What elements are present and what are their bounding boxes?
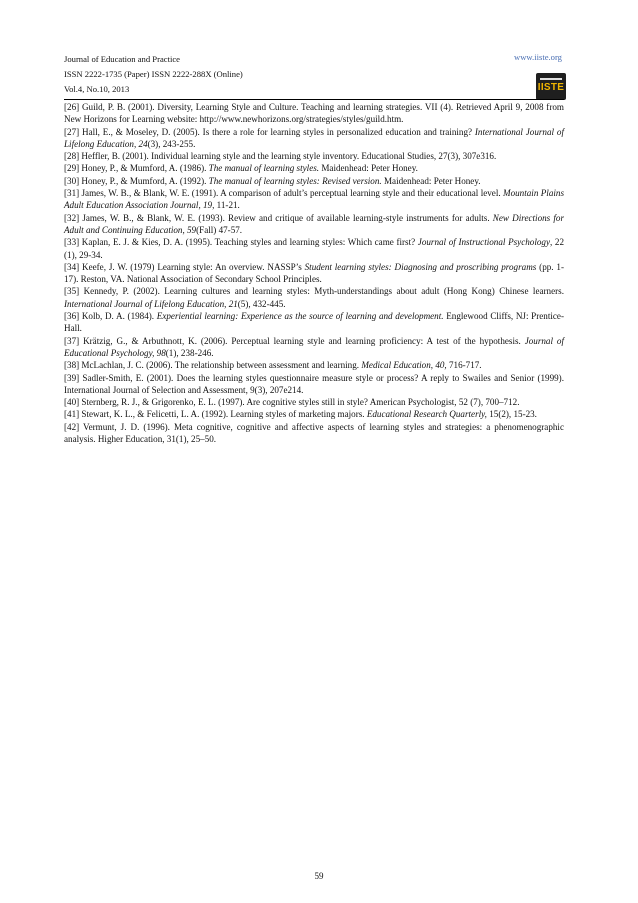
reference-italic-segment: New Directions for Adult and Continuing Education, 59: [64, 212, 564, 235]
journal-title: Journal of Education and Practice: [64, 54, 180, 64]
reference-entry: [64, 335, 564, 360]
reference-italic-segment: The manual of learning styles: Revised version.: [208, 175, 382, 186]
logo-bar: [540, 78, 562, 80]
reference-text-segment: [34] Keefe, J. W. (1979) Learning style: An overview. NASSP’s: [64, 261, 305, 272]
reference-italic-segment: 21: [228, 298, 238, 309]
reference-text-segment: ,: [133, 138, 139, 149]
reference-italic-segment: 24: [138, 138, 148, 149]
journal-website-link[interactable]: www.iiste.org: [514, 52, 562, 62]
reference-text-segment: [32] James, W. B., & Blank, W. E. (1993). Review and critique of available learning-style instruments for adults.: [64, 212, 493, 223]
reference-italic-segment: Educational Research Quarterly,: [366, 409, 487, 420]
reference-entry: [64, 162, 564, 174]
reference-text-segment: [28] Heffler, B. (2001). Individual learning style and the learning style inventory. Educational Studies, 27(3), 307e316.: [64, 151, 497, 162]
reference-entry: [64, 212, 564, 237]
header-divider: [64, 99, 564, 100]
reference-text-segment: [36] Kolb, D. A. (1984).: [64, 311, 157, 322]
reference-entry: [64, 150, 564, 162]
reference-text-segment: (1), 238-246.: [165, 347, 214, 358]
reference-entry: [64, 359, 564, 371]
journal-volume: Vol.4, No.10, 2013: [64, 84, 130, 94]
reference-italic-segment: Student learning styles: Diagnosing and proscribing programs: [304, 261, 537, 272]
reference-text-segment: (Fall) 47-57.: [196, 224, 243, 235]
reference-italic-segment: The manual of learning styles.: [208, 163, 320, 174]
reference-italic-segment: Journal of Instructional Psychology: [417, 237, 550, 248]
reference-entry: [64, 310, 564, 335]
reference-text-segment: [40] Sternberg, R. J., & Grigorenko, E. L. (1997). Are cognitive styles still in style? American Psychologist, 52 (7), 700–712.: [64, 397, 520, 408]
reference-entry: [64, 236, 564, 261]
reference-text-segment: [30] Honey, P., & Mumford, A. (1992).: [64, 175, 209, 186]
reference-text-segment: [39] Sadler-Smith, E. (2001). Does the learning styles questionnaire measure style or process? A reply to Swailes and Senior (1999). International Journal of Selection and Assessment, 9(3), 207e214.: [64, 372, 564, 395]
reference-entry: [64, 396, 564, 408]
reference-text-segment: [38] McLachlan, J. C. (2006). The relationship between assessment and learning.: [64, 360, 362, 371]
reference-list: [64, 101, 564, 445]
logo-text: IISTE: [537, 82, 565, 93]
reference-italic-segment: International Journal of Lifelong Education: [64, 126, 564, 149]
reference-italic-segment: Mountain Plains Adult Education Association Journal, 19,: [64, 188, 564, 211]
reference-text-segment: [29] Honey, P., & Mumford, A. (1986).: [64, 163, 209, 174]
reference-text-segment: Maidenhead: Peter Honey.: [381, 175, 481, 186]
iiste-logo: [536, 73, 566, 100]
reference-entry: [64, 175, 564, 187]
reference-text-segment: (3), 243-255.: [147, 138, 196, 149]
reference-text-segment: [27] Hall, E., & Moseley, D. (2005). Is there a role for learning styles in personalized education and training?: [64, 126, 475, 137]
reference-text-segment: Englewood Cliffs, NJ: Prentice-Hall.: [64, 311, 564, 334]
reference-entry: [64, 372, 564, 397]
page-header: [64, 52, 564, 97]
reference-text-segment: [41] Stewart, K. L., & Felicetti, L. A. (1992). Learning styles of marketing majors.: [64, 409, 367, 420]
reference-text-segment: , 22 (1), 29-34.: [64, 237, 564, 260]
reference-entry: [64, 126, 564, 151]
page-number: 59: [314, 871, 324, 881]
reference-text-segment: 716-717.: [446, 360, 482, 371]
reference-text-segment: (5), 432-445.: [237, 298, 286, 309]
reference-text-segment: [26] Guild, P. B. (2001). Diversity, Learning Style and Culture. Teaching and learning strategies. VII (4). Retrieved April 9, 2008 from New Horizons for Learning website: http://www.newhorizons.org/strategies/styles/guild.htm.: [64, 102, 564, 125]
reference-text-segment: [31] James, W. B., & Blank, W. E. (1991). A comparison of adult’s perceptual learning style and their educational level.: [64, 188, 504, 199]
reference-text-segment: 15(2), 15-23.: [486, 409, 537, 420]
reference-text-segment: 11-21.: [214, 200, 240, 211]
reference-italic-segment: International Journal of Lifelong Education: [64, 298, 225, 309]
reference-text-segment: [37] Krätzig, G., & Arbuthnott, K. (2006). Perceptual learning style and learning proficiency: A test of the hypothesis.: [64, 335, 525, 346]
reference-entry: [64, 101, 564, 126]
reference-entry: [64, 285, 564, 310]
reference-entry: [64, 421, 564, 446]
reference-entry: [64, 408, 564, 420]
reference-text-segment: [35] Kennedy, P. (2002). Learning cultures and learning styles: Myth-understandings about adult (Hong Kong) Chinese learners.: [64, 286, 564, 297]
reference-italic-segment: Medical Education, 40,: [361, 360, 447, 371]
reference-italic-segment: Journal of Educational Psychology, 98: [64, 335, 564, 358]
reference-entry: [64, 261, 564, 286]
reference-text-segment: ,: [224, 298, 229, 309]
journal-issn: ISSN 2222-1735 (Paper) ISSN 2222-288X (Online): [64, 69, 243, 79]
reference-entry: [64, 187, 564, 212]
reference-italic-segment: Experiential learning: Experience as the source of learning and development.: [156, 311, 444, 322]
reference-text-segment: [33] Kaplan, E. J. & Kies, D. A. (1995). Teaching styles and learning styles: Which came first?: [64, 237, 418, 248]
reference-text-segment: Maidenhead: Peter Honey.: [319, 163, 418, 174]
reference-text-segment: [42] Vermunt, J. D. (1996). Meta cognitive, cognitive and affective aspects of learning styles and strategies: a phenomenographic analysis. Higher Education, 31(1), 25–50.: [64, 421, 564, 445]
reference-text-segment: (pp. 1-17). Reston, VA. National Association of Secondary School Principles.: [64, 261, 564, 285]
